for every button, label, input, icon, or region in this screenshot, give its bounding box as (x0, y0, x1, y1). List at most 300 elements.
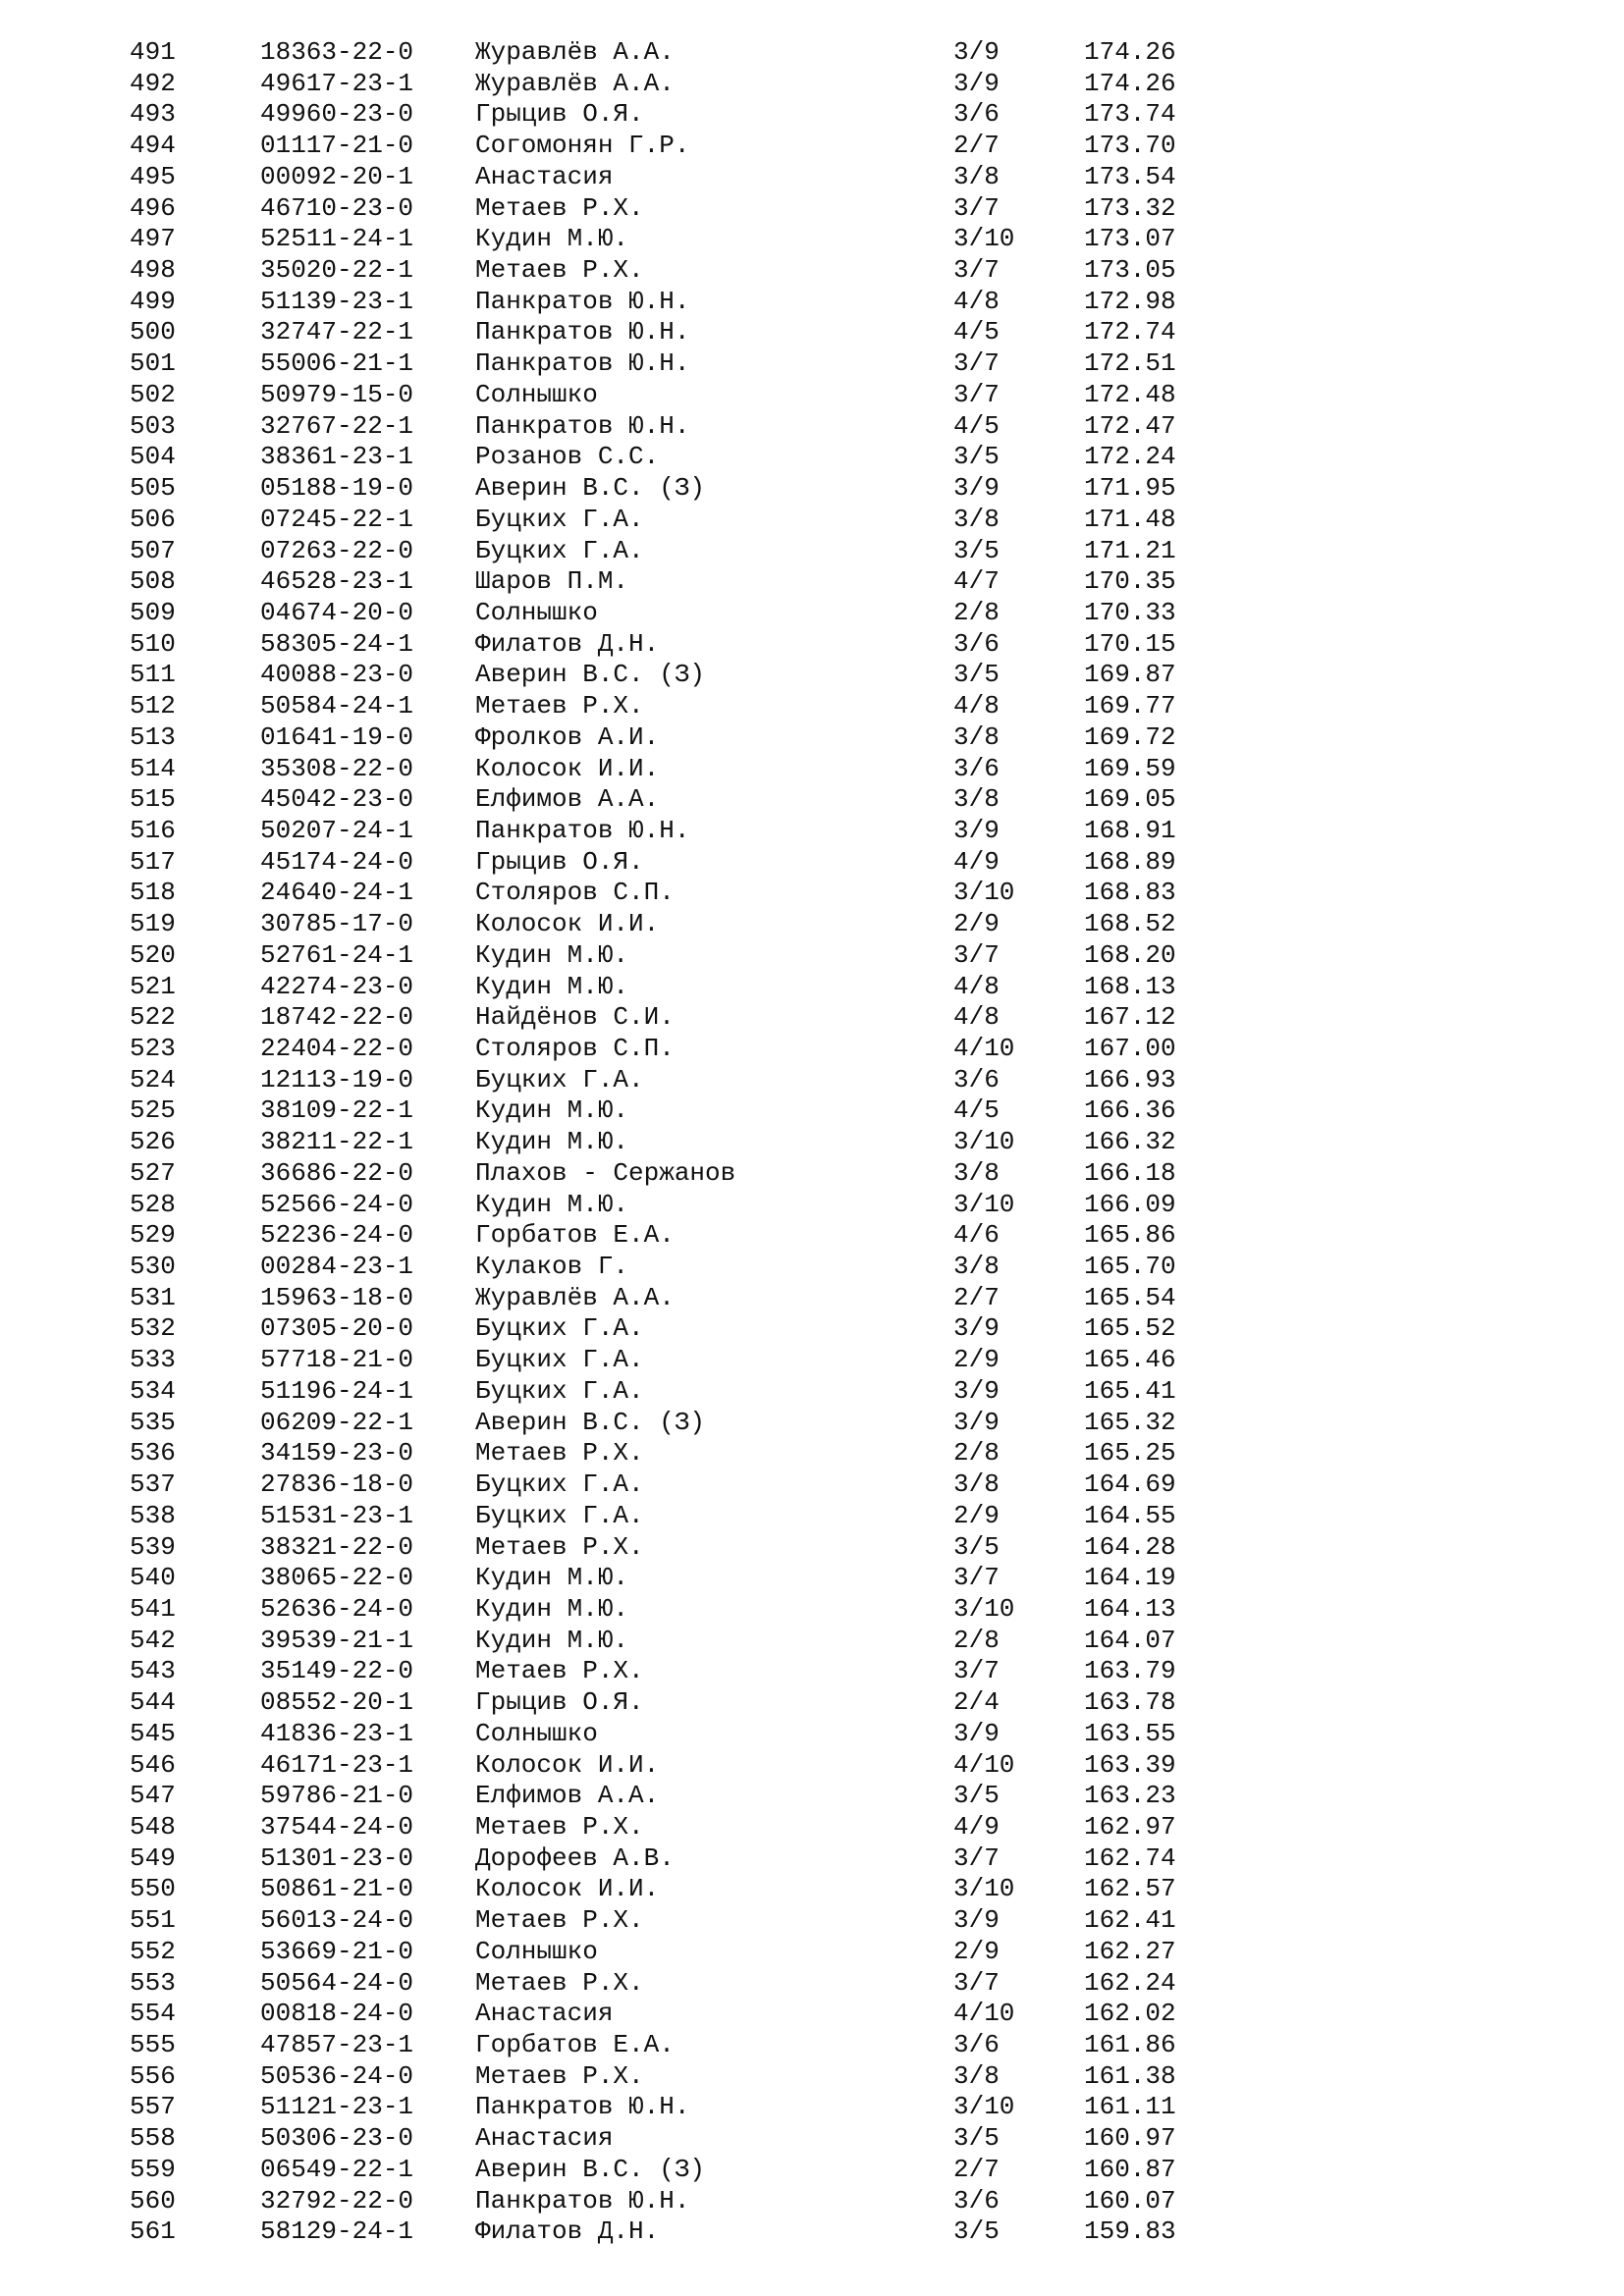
row-number-cell: 538 (130, 1500, 176, 1530)
ring-id-cell: 50207-24-1 (260, 815, 414, 845)
score-cell: 173.54 (1084, 161, 1176, 191)
ratio-cell: 3/9 (953, 815, 1000, 845)
table-row (0, 1687, 1624, 1719)
ratio-cell: 3/9 (953, 1718, 1000, 1748)
owner-name-cell: Панкратов Ю.Н. (475, 348, 690, 379)
ratio-cell: 3/7 (953, 348, 1000, 379)
ring-id-cell: 51139-23-1 (260, 286, 414, 316)
ratio-cell: 4/5 (953, 1095, 1000, 1126)
score-cell: 162.02 (1084, 1999, 1176, 2029)
score-cell: 172.98 (1084, 286, 1176, 316)
row-number-cell: 504 (130, 442, 176, 472)
row-number-cell: 527 (130, 1157, 176, 1188)
row-number-cell: 514 (130, 753, 176, 783)
row-number-cell: 543 (130, 1656, 176, 1686)
row-number-cell: 529 (130, 1220, 176, 1251)
ring-id-cell: 50979-15-0 (260, 379, 414, 409)
ratio-cell: 4/8 (953, 971, 1000, 1001)
table-row (0, 69, 1624, 100)
ratio-cell: 3/8 (953, 1252, 1000, 1282)
row-number-cell: 523 (130, 1034, 176, 1063)
owner-name-cell: Колосок И.И. (475, 1749, 660, 1780)
owner-name-cell: Согомонян Г.Р. (475, 131, 690, 161)
ring-id-cell: 32767-22-1 (260, 410, 414, 441)
ratio-cell: 4/6 (953, 1220, 1000, 1251)
owner-name-cell: Аверин В.С. (З) (475, 473, 706, 504)
score-cell: 162.27 (1084, 1936, 1176, 1966)
table-row (0, 380, 1624, 411)
owner-name-cell: Кудин М.Ю. (475, 1189, 629, 1219)
score-cell: 164.69 (1084, 1469, 1176, 1500)
ring-id-cell: 35149-22-0 (260, 1656, 414, 1686)
owner-name-cell: Солнышко (475, 379, 598, 409)
ratio-cell: 3/10 (953, 224, 1015, 254)
row-number-cell: 550 (130, 1874, 176, 1904)
ratio-cell: 3/7 (953, 1842, 1000, 1873)
score-cell: 172.51 (1084, 348, 1176, 379)
ratio-cell: 3/7 (953, 1656, 1000, 1686)
table-row (0, 473, 1624, 505)
owner-name-cell: Солнышко (475, 597, 598, 627)
ring-id-cell: 35308-22-0 (260, 753, 414, 783)
table-row (0, 909, 1624, 940)
owner-name-cell: Буцких Г.А. (475, 1345, 644, 1375)
table-row (0, 940, 1624, 972)
ring-id-cell: 50536-24-0 (260, 2060, 414, 2091)
owner-name-cell: Метаев Р.Х. (475, 1531, 644, 1562)
row-number-cell: 536 (130, 1438, 176, 1468)
score-cell: 170.35 (1084, 566, 1176, 597)
ratio-cell: 3/5 (953, 535, 1000, 565)
score-cell: 164.07 (1084, 1625, 1176, 1655)
table-row (0, 1843, 1624, 1875)
row-number-cell: 558 (130, 2123, 176, 2154)
row-number-cell: 545 (130, 1718, 176, 1748)
table-row (0, 1874, 1624, 1905)
ring-id-cell: 50861-21-0 (260, 1874, 414, 1904)
ratio-cell: 3/7 (953, 379, 1000, 409)
row-number-cell: 518 (130, 878, 176, 908)
score-cell: 174.26 (1084, 68, 1176, 98)
score-cell: 174.26 (1084, 37, 1176, 67)
table-row (0, 629, 1624, 661)
ratio-cell: 2/8 (953, 597, 1000, 627)
table-row (0, 1594, 1624, 1626)
owner-name-cell: Анастасия (475, 2123, 614, 2154)
row-number-cell: 499 (130, 286, 176, 316)
ring-id-cell: 52761-24-1 (260, 939, 414, 970)
owner-name-cell: Грыцив О.Я. (475, 99, 644, 130)
ring-id-cell: 07245-22-1 (260, 504, 414, 534)
score-cell: 163.23 (1084, 1781, 1176, 1811)
ring-id-cell: 46171-23-1 (260, 1749, 414, 1780)
table-row (0, 1158, 1624, 1190)
owner-name-cell: Филатов Д.Н. (475, 2216, 660, 2247)
row-number-cell: 519 (130, 909, 176, 939)
ring-id-cell: 27836-18-0 (260, 1469, 414, 1500)
owner-name-cell: Солнышко (475, 1936, 598, 1966)
owner-name-cell: Буцких Г.А. (475, 1313, 644, 1344)
ratio-cell: 3/8 (953, 161, 1000, 191)
ratio-cell: 3/9 (953, 1375, 1000, 1406)
ratio-cell: 3/9 (953, 473, 1000, 504)
ring-id-cell: 04674-20-0 (260, 597, 414, 627)
ring-id-cell: 46710-23-0 (260, 192, 414, 223)
score-cell: 167.12 (1084, 1002, 1176, 1033)
ring-id-cell: 08552-20-1 (260, 1687, 414, 1718)
score-cell: 172.47 (1084, 410, 1176, 441)
row-number-cell: 540 (130, 1563, 176, 1593)
owner-name-cell: Елфимов А.А. (475, 784, 660, 815)
table-row (0, 1220, 1624, 1252)
ratio-cell: 2/9 (953, 1936, 1000, 1966)
row-number-cell: 517 (130, 846, 176, 877)
row-number-cell: 548 (130, 1811, 176, 1842)
ring-id-cell: 45042-23-0 (260, 784, 414, 815)
row-number-cell: 505 (130, 473, 176, 504)
ratio-cell: 2/7 (953, 131, 1000, 161)
score-cell: 167.00 (1084, 1034, 1176, 1063)
score-cell: 168.13 (1084, 971, 1176, 1001)
table-row (0, 442, 1624, 473)
owner-name-cell: Розанов С.С. (475, 442, 660, 472)
owner-name-cell: Колосок И.И. (475, 909, 660, 939)
row-number-cell: 509 (130, 597, 176, 627)
ring-id-cell: 18742-22-0 (260, 1002, 414, 1033)
row-number-cell: 549 (130, 1842, 176, 1873)
score-cell: 164.19 (1084, 1563, 1176, 1593)
row-number-cell: 494 (130, 131, 176, 161)
results-table (0, 37, 1624, 2248)
ring-id-cell: 49960-23-0 (260, 99, 414, 130)
score-cell: 163.79 (1084, 1656, 1176, 1686)
owner-name-cell: Метаев Р.Х. (475, 2060, 644, 2091)
ring-id-cell: 41836-23-1 (260, 1718, 414, 1748)
ratio-cell: 3/10 (953, 1189, 1015, 1219)
table-row (0, 1626, 1624, 1657)
table-row (0, 1905, 1624, 1937)
score-cell: 166.18 (1084, 1157, 1176, 1188)
ring-id-cell: 38211-22-1 (260, 1127, 414, 1157)
owner-name-cell: Грыцив О.Я. (475, 846, 644, 877)
ratio-cell: 3/5 (953, 1531, 1000, 1562)
owner-name-cell: Колосок И.И. (475, 1874, 660, 1904)
score-cell: 172.24 (1084, 442, 1176, 472)
score-cell: 173.07 (1084, 224, 1176, 254)
table-row (0, 1501, 1624, 1532)
table-row (0, 1563, 1624, 1594)
score-cell: 171.95 (1084, 473, 1176, 504)
table-row (0, 1812, 1624, 1843)
owner-name-cell: Дорофеев А.В. (475, 1842, 675, 1873)
score-cell: 169.72 (1084, 721, 1176, 752)
row-number-cell: 537 (130, 1469, 176, 1500)
ratio-cell: 4/8 (953, 1002, 1000, 1033)
row-number-cell: 521 (130, 971, 176, 1001)
owner-name-cell: Анастасия (475, 1999, 614, 2029)
ratio-cell: 3/5 (953, 442, 1000, 472)
owner-name-cell: Столяров С.П. (475, 1034, 675, 1063)
owner-name-cell: Буцких Г.А. (475, 1469, 644, 1500)
table-row (0, 1781, 1624, 1812)
row-number-cell: 526 (130, 1127, 176, 1157)
row-number-cell: 554 (130, 1999, 176, 2029)
ratio-cell: 3/9 (953, 1905, 1000, 1936)
row-number-cell: 555 (130, 2030, 176, 2059)
ratio-cell: 2/8 (953, 1625, 1000, 1655)
table-row (0, 1190, 1624, 1221)
score-cell: 168.83 (1084, 878, 1176, 908)
row-number-cell: 547 (130, 1781, 176, 1811)
ratio-cell: 3/9 (953, 1313, 1000, 1344)
row-number-cell: 522 (130, 1002, 176, 1033)
table-row (0, 411, 1624, 443)
ring-id-cell: 38361-23-1 (260, 442, 414, 472)
score-cell: 165.25 (1084, 1438, 1176, 1468)
score-cell: 173.74 (1084, 99, 1176, 130)
ring-id-cell: 24640-24-1 (260, 878, 414, 908)
row-number-cell: 546 (130, 1749, 176, 1780)
owner-name-cell: Кулаков Г. (475, 1252, 629, 1282)
owner-name-cell: Найдёнов С.И. (475, 1002, 675, 1033)
table-row (0, 536, 1624, 567)
table-row (0, 2123, 1624, 2155)
ring-id-cell: 51301-23-0 (260, 1842, 414, 1873)
owner-name-cell: Кудин М.Ю. (475, 1625, 629, 1655)
score-cell: 168.20 (1084, 939, 1176, 970)
score-cell: 162.74 (1084, 1842, 1176, 1873)
score-cell: 161.86 (1084, 2030, 1176, 2059)
ratio-cell: 3/6 (953, 2030, 1000, 2059)
ratio-cell: 2/9 (953, 1500, 1000, 1530)
table-row (0, 2092, 1624, 2123)
ring-id-cell: 38321-22-0 (260, 1531, 414, 1562)
ratio-cell: 3/6 (953, 2185, 1000, 2216)
score-cell: 162.57 (1084, 1874, 1176, 1904)
ratio-cell: 3/8 (953, 721, 1000, 752)
table-row (0, 1999, 1624, 2030)
row-number-cell: 532 (130, 1313, 176, 1344)
ratio-cell: 4/5 (953, 410, 1000, 441)
owner-name-cell: Панкратов Ю.Н. (475, 2185, 690, 2216)
score-cell: 169.05 (1084, 784, 1176, 815)
ring-id-cell: 06209-22-1 (260, 1407, 414, 1437)
ratio-cell: 3/5 (953, 1781, 1000, 1811)
ring-id-cell: 32747-22-1 (260, 317, 414, 347)
owner-name-cell: Фролков А.И. (475, 721, 660, 752)
owner-name-cell: Панкратов Ю.Н. (475, 815, 690, 845)
row-number-cell: 492 (130, 68, 176, 98)
ring-id-cell: 34159-23-0 (260, 1438, 414, 1468)
row-number-cell: 491 (130, 37, 176, 67)
row-number-cell: 556 (130, 2060, 176, 2091)
row-number-cell: 498 (130, 255, 176, 286)
ring-id-cell: 07305-20-0 (260, 1313, 414, 1344)
score-cell: 160.97 (1084, 2123, 1176, 2154)
table-row (0, 598, 1624, 629)
ring-id-cell: 38109-22-1 (260, 1095, 414, 1126)
ratio-cell: 3/5 (953, 2216, 1000, 2247)
table-row (0, 691, 1624, 722)
ratio-cell: 2/8 (953, 1438, 1000, 1468)
score-cell: 163.39 (1084, 1749, 1176, 1780)
table-row (0, 1313, 1624, 1345)
row-number-cell: 503 (130, 410, 176, 441)
table-row (0, 660, 1624, 691)
ratio-cell: 4/7 (953, 566, 1000, 597)
row-number-cell: 539 (130, 1531, 176, 1562)
score-cell: 163.78 (1084, 1687, 1176, 1718)
ratio-cell: 2/9 (953, 909, 1000, 939)
ratio-cell: 3/10 (953, 1874, 1015, 1904)
ring-id-cell: 39539-21-1 (260, 1625, 414, 1655)
owner-name-cell: Аверин В.С. (З) (475, 660, 706, 690)
table-row (0, 348, 1624, 380)
table-row (0, 131, 1624, 162)
owner-name-cell: Метаев Р.Х. (475, 1656, 644, 1686)
row-number-cell: 495 (130, 161, 176, 191)
ring-id-cell: 05188-19-0 (260, 473, 414, 504)
owner-name-cell: Кудин М.Ю. (475, 971, 629, 1001)
owner-name-cell: Кудин М.Ю. (475, 224, 629, 254)
table-row (0, 99, 1624, 131)
ring-id-cell: 15963-18-0 (260, 1282, 414, 1312)
table-row (0, 1034, 1624, 1065)
score-cell: 161.38 (1084, 2060, 1176, 2091)
table-row (0, 224, 1624, 255)
ring-id-cell: 00818-24-0 (260, 1999, 414, 2029)
owner-name-cell: Метаев Р.Х. (475, 1438, 644, 1468)
table-row (0, 1345, 1624, 1376)
row-number-cell: 516 (130, 815, 176, 845)
score-cell: 165.70 (1084, 1252, 1176, 1282)
ring-id-cell: 42274-23-0 (260, 971, 414, 1001)
score-cell: 171.21 (1084, 535, 1176, 565)
owner-name-cell: Кудин М.Ю. (475, 1563, 629, 1593)
row-number-cell: 501 (130, 348, 176, 379)
row-number-cell: 506 (130, 504, 176, 534)
owner-name-cell: Метаев Р.Х. (475, 255, 644, 286)
owner-name-cell: Грыцив О.Я. (475, 1687, 644, 1718)
ring-id-cell: 35020-22-1 (260, 255, 414, 286)
row-number-cell: 541 (130, 1593, 176, 1624)
owner-name-cell: Столяров С.П. (475, 878, 675, 908)
owner-name-cell: Буцких Г.А. (475, 1064, 644, 1095)
table-row (0, 754, 1624, 785)
ring-id-cell: 50564-24-0 (260, 1967, 414, 1998)
row-number-cell: 535 (130, 1407, 176, 1437)
ratio-cell: 3/9 (953, 1407, 1000, 1437)
table-row (0, 816, 1624, 847)
ring-id-cell: 49617-23-1 (260, 68, 414, 98)
ring-id-cell: 22404-22-0 (260, 1034, 414, 1063)
row-number-cell: 561 (130, 2216, 176, 2247)
owner-name-cell: Журавлёв А.А. (475, 37, 675, 67)
score-cell: 162.97 (1084, 1811, 1176, 1842)
ring-id-cell: 59786-21-0 (260, 1781, 414, 1811)
row-number-cell: 496 (130, 192, 176, 223)
score-cell: 160.07 (1084, 2185, 1176, 2216)
ring-id-cell: 50306-23-0 (260, 2123, 414, 2154)
ratio-cell: 3/10 (953, 878, 1015, 908)
ring-id-cell: 51531-23-1 (260, 1500, 414, 1530)
score-cell: 166.32 (1084, 1127, 1176, 1157)
owner-name-cell: Кудин М.Ю. (475, 1095, 629, 1126)
ring-id-cell: 36686-22-0 (260, 1157, 414, 1188)
table-row (0, 255, 1624, 287)
owner-name-cell: Буцких Г.А. (475, 504, 644, 534)
owner-name-cell: Елфимов А.А. (475, 1781, 660, 1811)
row-number-cell: 507 (130, 535, 176, 565)
ratio-cell: 4/8 (953, 691, 1000, 721)
ring-id-cell: 00284-23-1 (260, 1252, 414, 1282)
ratio-cell: 3/8 (953, 504, 1000, 534)
row-number-cell: 528 (130, 1189, 176, 1219)
score-cell: 165.54 (1084, 1282, 1176, 1312)
table-row (0, 505, 1624, 536)
score-cell: 165.86 (1084, 1220, 1176, 1251)
ring-id-cell: 58129-24-1 (260, 2216, 414, 2247)
table-row (0, 784, 1624, 816)
ring-id-cell: 51196-24-1 (260, 1375, 414, 1406)
ratio-cell: 3/10 (953, 1593, 1015, 1624)
row-number-cell: 534 (130, 1375, 176, 1406)
table-row (0, 287, 1624, 318)
score-cell: 165.41 (1084, 1375, 1176, 1406)
owner-name-cell: Кудин М.Ю. (475, 1127, 629, 1157)
ring-id-cell: 53669-21-0 (260, 1936, 414, 1966)
owner-name-cell: Филатов Д.Н. (475, 628, 660, 659)
ratio-cell: 3/7 (953, 939, 1000, 970)
ratio-cell: 3/5 (953, 660, 1000, 690)
table-row (0, 162, 1624, 193)
score-cell: 169.87 (1084, 660, 1176, 690)
row-number-cell: 502 (130, 379, 176, 409)
ring-id-cell: 57718-21-0 (260, 1345, 414, 1375)
row-number-cell: 525 (130, 1095, 176, 1126)
ratio-cell: 4/10 (953, 1034, 1015, 1063)
row-number-cell: 557 (130, 2092, 176, 2122)
table-row (0, 847, 1624, 879)
ratio-cell: 3/6 (953, 1064, 1000, 1095)
ring-id-cell: 58305-24-1 (260, 628, 414, 659)
score-cell: 165.32 (1084, 1407, 1176, 1437)
score-cell: 172.48 (1084, 379, 1176, 409)
owner-name-cell: Буцких Г.А. (475, 535, 644, 565)
owner-name-cell: Метаев Р.Х. (475, 1811, 644, 1842)
score-cell: 168.89 (1084, 846, 1176, 877)
ring-id-cell: 45174-24-0 (260, 846, 414, 877)
table-row (0, 1719, 1624, 1750)
score-cell: 161.11 (1084, 2092, 1176, 2122)
row-number-cell: 551 (130, 1905, 176, 1936)
table-row (0, 317, 1624, 348)
score-cell: 168.91 (1084, 815, 1176, 845)
ring-id-cell: 07263-22-0 (260, 535, 414, 565)
row-number-cell: 513 (130, 721, 176, 752)
row-number-cell: 560 (130, 2185, 176, 2216)
score-cell: 166.09 (1084, 1189, 1176, 1219)
ratio-cell: 4/10 (953, 1999, 1015, 2029)
score-cell: 165.52 (1084, 1313, 1176, 1344)
owner-name-cell: Панкратов Ю.Н. (475, 410, 690, 441)
ring-id-cell: 52636-24-0 (260, 1593, 414, 1624)
table-row (0, 1469, 1624, 1501)
ring-id-cell: 46528-23-1 (260, 566, 414, 597)
row-number-cell: 542 (130, 1625, 176, 1655)
row-number-cell: 530 (130, 1252, 176, 1282)
row-number-cell: 510 (130, 628, 176, 659)
